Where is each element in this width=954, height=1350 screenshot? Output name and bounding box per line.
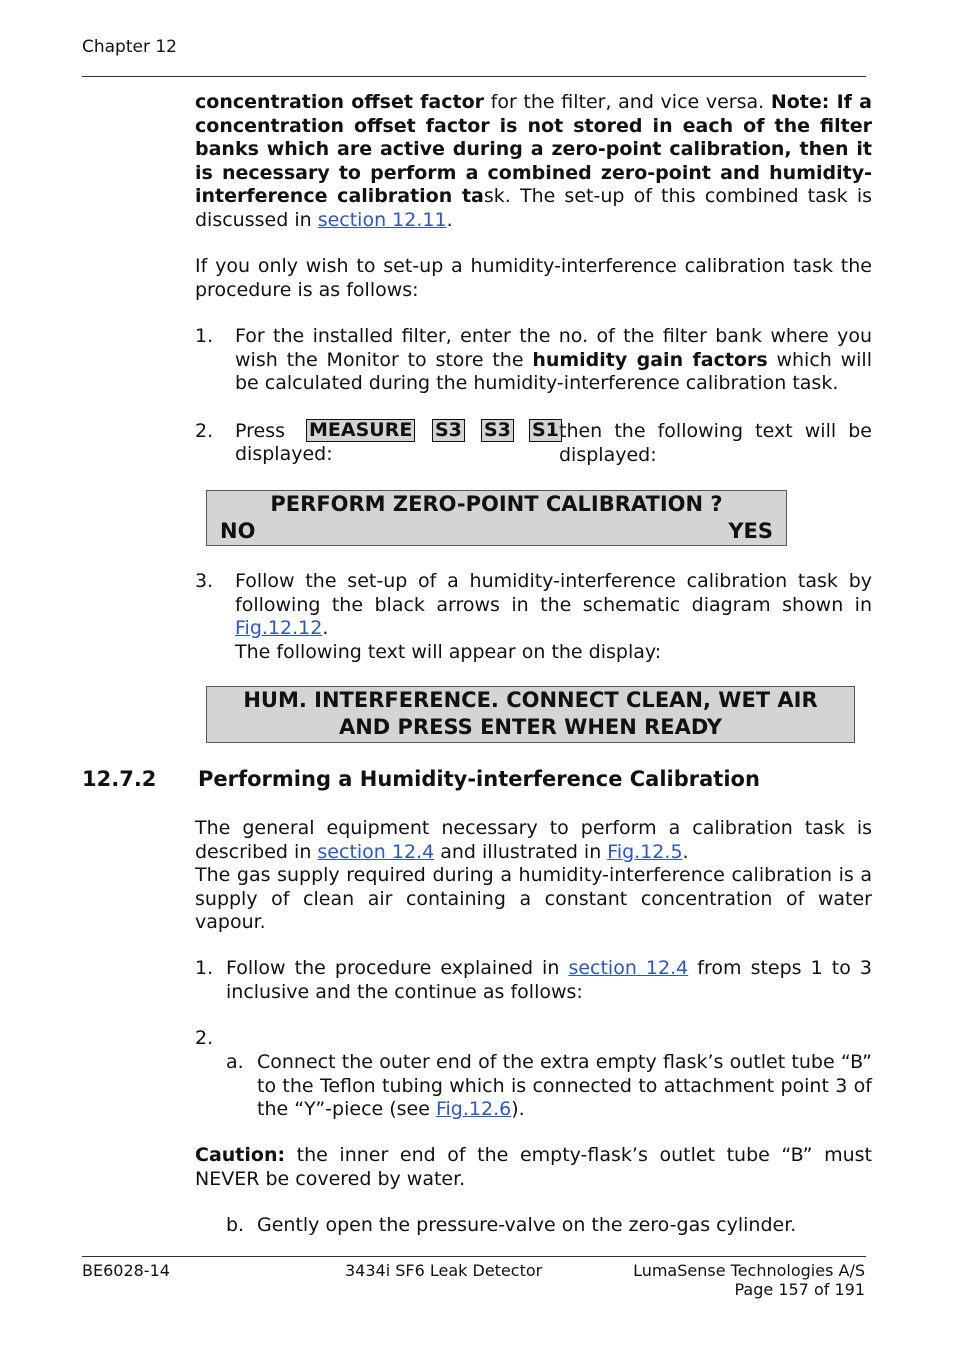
item-1-number: 1. — [195, 957, 214, 979]
section-p1-text-a: The general equipment necessary to perform a calibration task is described in — [195, 817, 872, 863]
sub-item-a-letter: a. — [226, 1051, 244, 1073]
step-1-text-b: which will be calculated during the humidity-interference calibration task. — [235, 348, 872, 394]
step-2-text — [559, 420, 872, 467]
term-concentration-offset-factor: concentration offset factor — [195, 91, 484, 113]
footer-rule — [82, 1256, 866, 1257]
chapter-header: Chapter 12 — [82, 37, 178, 57]
link-fig-12-5[interactable]: Fig.12.5 — [607, 840, 683, 863]
section-number: 12.7.2 — [82, 767, 157, 791]
step-1-text-a: For the installed filter, enter the no. of the filter bank where you wish the Monitor to store the — [235, 325, 872, 371]
key-s3: S3 — [481, 419, 514, 442]
sub-item-a-end: ). — [511, 1098, 525, 1120]
display-zero-point — [206, 490, 787, 546]
step-3-end: . — [322, 617, 329, 639]
sub-item-a-text-a: Connect the outer end of the extra empty flask’s outlet tube “B” to the Teflon tubing which is connected to attachment point 3 of the “Y”-piece (see — [257, 1051, 872, 1120]
key-s3: S3 — [432, 419, 465, 442]
footer-product: 3434i SF6 Leak Detector — [345, 1261, 543, 1280]
section-paragraph-1 — [195, 817, 872, 864]
caution-paragraph — [195, 1144, 872, 1191]
step-3-number: 3. — [195, 570, 214, 592]
section-paragraph-2: The gas supply required during a humidity-interference calibration is a supply of clean air containing a constant concentration of water vapour. — [195, 864, 872, 933]
header-rule — [82, 76, 866, 77]
step-2-text-a: then the following text will be displayed: — [559, 420, 872, 466]
key-measure: MEASURE — [306, 419, 415, 442]
display-option-yes: YES — [728, 519, 773, 543]
footer-doc-id: BE6028-14 — [82, 1261, 170, 1280]
link-fig-12-6[interactable]: Fig.12.6 — [435, 1098, 512, 1120]
section-title: Performing a Humidity-interference Calibration — [198, 767, 760, 791]
step-2-number: 2. — [195, 420, 214, 442]
intro-text-2: sk. The set-up of this combined task is discussed in — [195, 185, 872, 231]
intro-paragraph — [195, 91, 872, 232]
key-s1: S1 — [529, 419, 562, 442]
caution-text: the inner end of the empty-flask’s outlet tube “B” must NEVER be covered by water. — [195, 1144, 872, 1190]
sub-item-a-text — [257, 1051, 872, 1122]
footer-page-number: Page 157 of 191 — [734, 1280, 865, 1299]
item-2-number: 2. — [195, 1027, 214, 1049]
note-text: Note: If a concentration offset factor is not stored in each of the filter banks which are active during a zero-point calibration, then it is necessary to perform a combined zero-point and humidity-interference calibration ta — [195, 91, 872, 207]
caution-label: Caution: — [195, 1144, 286, 1166]
item-1-text-b: from steps 1 to 3 inclusive and the continue as follows: — [226, 957, 872, 1003]
display-option-no: NO — [220, 519, 256, 543]
step-3-text — [235, 570, 872, 664]
term-humidity-gain-factors: humidity gain factors — [532, 348, 768, 371]
display-line-1: PERFORM ZERO-POINT CALIBRATION ? — [270, 492, 723, 516]
section-p1-text-b: and illustrated in — [434, 840, 608, 863]
step-1-text — [235, 325, 872, 396]
item-1-text — [226, 957, 872, 1004]
step-2-text-cont: displayed: — [235, 443, 333, 465]
sub-item-b-letter: b. — [226, 1214, 245, 1236]
display-hum-interference — [206, 686, 855, 743]
section-p1-end: . — [682, 840, 689, 863]
intro-text-1: for the filter, and vice versa. — [484, 91, 771, 113]
intro-end: . — [446, 208, 453, 231]
step-3-text-b: The following text will appear on the display: — [235, 640, 662, 663]
link-fig-12-12[interactable]: Fig.12.12 — [235, 617, 323, 639]
item-1-text-a: Follow the procedure explained in — [226, 957, 569, 979]
display-line-1: HUM. INTERFERENCE. CONNECT CLEAN, WET AIR — [243, 688, 818, 712]
sub-item-b-text: Gently open the pressure-valve on the zero-gas cylinder. — [257, 1214, 797, 1236]
link-section-12-4[interactable]: section 12.4 — [568, 957, 689, 979]
intro-paragraph-2: If you only wish to set-up a humidity-interference calibration task the procedure is as follows: — [195, 255, 872, 301]
footer-company: LumaSense Technologies A/S — [633, 1261, 865, 1280]
step-3-text-a: Follow the set-up of a humidity-interference calibration task by following the black arrows in the schematic diagram shown in — [235, 570, 872, 616]
step-1-number: 1. — [195, 325, 214, 347]
display-options-row — [207, 518, 786, 545]
link-section-12-4[interactable]: section 12.4 — [317, 840, 435, 863]
step-2-press-label: Press — [235, 420, 286, 442]
link-section-12-11[interactable]: section 12.11 — [317, 208, 447, 231]
display-line-2: AND PRESS ENTER WHEN READY — [338, 715, 722, 739]
